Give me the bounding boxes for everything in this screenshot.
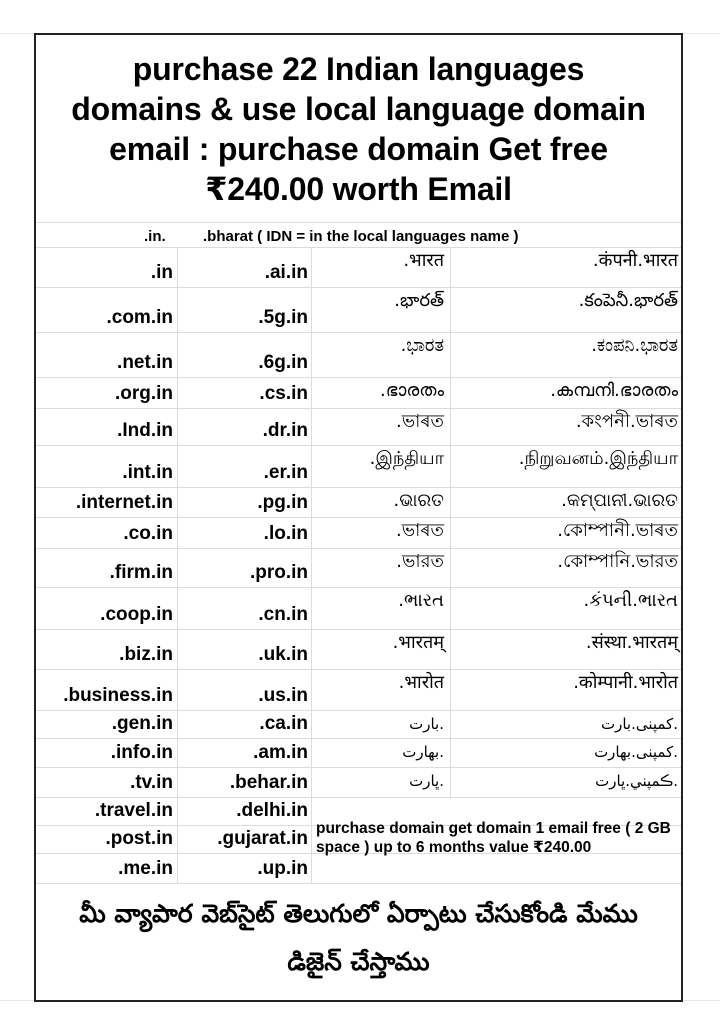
idn-company-cell: .കമ്പനി.ഭാരതം (550, 380, 678, 401)
page-title (36, 49, 681, 209)
idn-bharat-cell: .ভারত (396, 551, 444, 572)
idn-company-cell: .కంపెనీ.భారత్ (578, 290, 678, 311)
idn-company-cell: .ಕಂಪನಿ.ಭಾರತ (591, 335, 678, 356)
in-second-level-cell: .us.in (258, 685, 308, 706)
in-domain-cell: .biz.in (119, 644, 173, 665)
in-second-level-cell: .ai.in (264, 262, 308, 283)
header-bharat-label: .bharat ( IDN = in the local languages name ) (203, 228, 519, 245)
idn-bharat-cell: .भारत (403, 250, 444, 271)
in-domain-cell: .info.in (110, 742, 173, 763)
promo-note: purchase domain get domain 1 email free ( 2 GB space ) up to 6 months value ₹240.00 (316, 820, 671, 856)
in-second-level-cell: .lo.in (263, 523, 308, 544)
gridline-horizontal (36, 222, 681, 223)
in-domain-cell: .coop.in (100, 604, 173, 625)
title-line: ₹240.00 worth Email (205, 171, 512, 207)
idn-company-cell: .କମ୍ପାନୀ.ଭାରତ (561, 490, 678, 511)
idn-company-cell: .কোম্পানি.ভারত (557, 551, 678, 572)
idn-company-cell: .কোম্পানী.ভাৰত (557, 520, 678, 541)
in-domain-cell: .gen.in (111, 713, 173, 734)
gridline-horizontal (36, 445, 681, 446)
in-domain-cell: .com.in (106, 307, 173, 328)
in-second-level-cell: .cn.in (258, 604, 308, 625)
in-domain-cell: .business.in (63, 685, 173, 706)
in-domain-cell: .int.in (122, 462, 173, 483)
idn-bharat-cell: .ഭാരതം (379, 380, 444, 401)
in-second-level-cell: .uk.in (258, 644, 308, 665)
in-second-level-cell: .cs.in (259, 383, 308, 404)
gridline-horizontal (36, 710, 681, 711)
in-second-level-cell: .am.in (253, 742, 308, 763)
idn-bharat-cell: .ભારત (398, 590, 444, 611)
in-domain-cell: .net.in (117, 352, 173, 373)
in-domain-cell: .internet.in (75, 492, 173, 513)
gridline-horizontal (36, 669, 681, 670)
idn-company-cell: .કંપની.ભારત (583, 590, 678, 611)
in-domain-cell: .travel.in (94, 800, 173, 821)
idn-company-cell: .நிறுவனம்.இந்தியா (518, 448, 678, 469)
gridline-horizontal (36, 548, 681, 549)
in-domain-cell: .co.in (123, 523, 173, 544)
title-line: domains & use local language domain (71, 91, 646, 127)
idn-bharat-cell: .ভাৰত (396, 520, 444, 541)
in-second-level-cell: .dr.in (262, 420, 308, 441)
title-line: email : purchase domain Get free (109, 131, 608, 167)
footer-line: డిజైన్ చేస్తాము (287, 947, 430, 976)
in-domain-cell: .post.in (105, 828, 173, 849)
in-second-level-cell: .er.in (263, 462, 308, 483)
idn-bharat-cell: .بھارت (402, 743, 444, 761)
in-second-level-cell: .gujarat.in (217, 828, 308, 849)
telugu-footer (36, 890, 681, 986)
idn-company-cell: .कंपनी.भारत (592, 250, 678, 271)
header-in-label: .in. (144, 228, 166, 245)
gridline-horizontal (36, 487, 681, 488)
in-second-level-cell: .pro.in (249, 562, 308, 583)
in-domain-cell: .in (150, 262, 173, 283)
in-domain-cell: .Ind.in (117, 420, 173, 441)
gridline-horizontal (36, 587, 681, 588)
in-second-level-cell: .5g.in (258, 307, 308, 328)
idn-company-cell: .কংপনী.ভাৰত (575, 411, 678, 432)
gridline-horizontal (36, 332, 681, 333)
gridline-horizontal (36, 767, 681, 768)
in-second-level-cell: .6g.in (258, 352, 308, 373)
idn-bharat-cell: .ভাৰত (396, 411, 444, 432)
in-domain-cell: .firm.in (109, 562, 173, 583)
idn-company-cell: .کمپنی.بھارت (594, 743, 678, 761)
gridline-horizontal (36, 797, 681, 798)
gridline-horizontal (36, 287, 681, 288)
idn-bharat-cell: .भारतम् (392, 632, 444, 653)
gridline-horizontal (36, 738, 681, 739)
domain-price-sheet (34, 33, 683, 1002)
idn-company-cell: .कोम्पानी.भारोत (573, 672, 678, 693)
gridline-horizontal (36, 883, 681, 884)
idn-bharat-cell: .ଭାରତ (393, 490, 444, 511)
in-second-level-cell: .delhi.in (236, 800, 308, 821)
in-second-level-cell: .behar.in (229, 772, 308, 793)
idn-bharat-cell: .భారత్ (394, 290, 444, 311)
in-domain-cell: .me.in (118, 858, 173, 879)
idn-company-cell: .كمپنی.بارت (600, 715, 678, 733)
in-domain-cell: .tv.in (130, 772, 173, 793)
idn-bharat-cell: .भारोत (398, 672, 444, 693)
idn-company-cell: .ڪمپني.ڀارت (595, 772, 678, 790)
idn-bharat-cell: .இந்தியா (369, 448, 444, 469)
gridline-horizontal (36, 377, 681, 378)
idn-company-cell: .संस्था.भारतम् (585, 632, 678, 653)
gridline-horizontal (36, 517, 681, 518)
idn-bharat-cell: .ಭಾರತ (400, 335, 444, 356)
gridline-horizontal (36, 408, 681, 409)
in-domain-cell: .org.in (114, 383, 173, 404)
in-second-level-cell: .up.in (257, 858, 308, 879)
idn-bharat-cell: .بارت (409, 715, 444, 733)
footer-line: మీ వ్యాపార వెబ్‌సైట్ తెలుగులో ఏర్పాటు చేసుకోండి మేము (79, 899, 638, 928)
idn-bharat-cell: .ڀارت (409, 772, 444, 790)
in-second-level-cell: .pg.in (257, 492, 308, 513)
in-second-level-cell: .ca.in (259, 713, 308, 734)
title-line: purchase 22 Indian languages (132, 51, 585, 87)
gridline-horizontal (36, 629, 681, 630)
